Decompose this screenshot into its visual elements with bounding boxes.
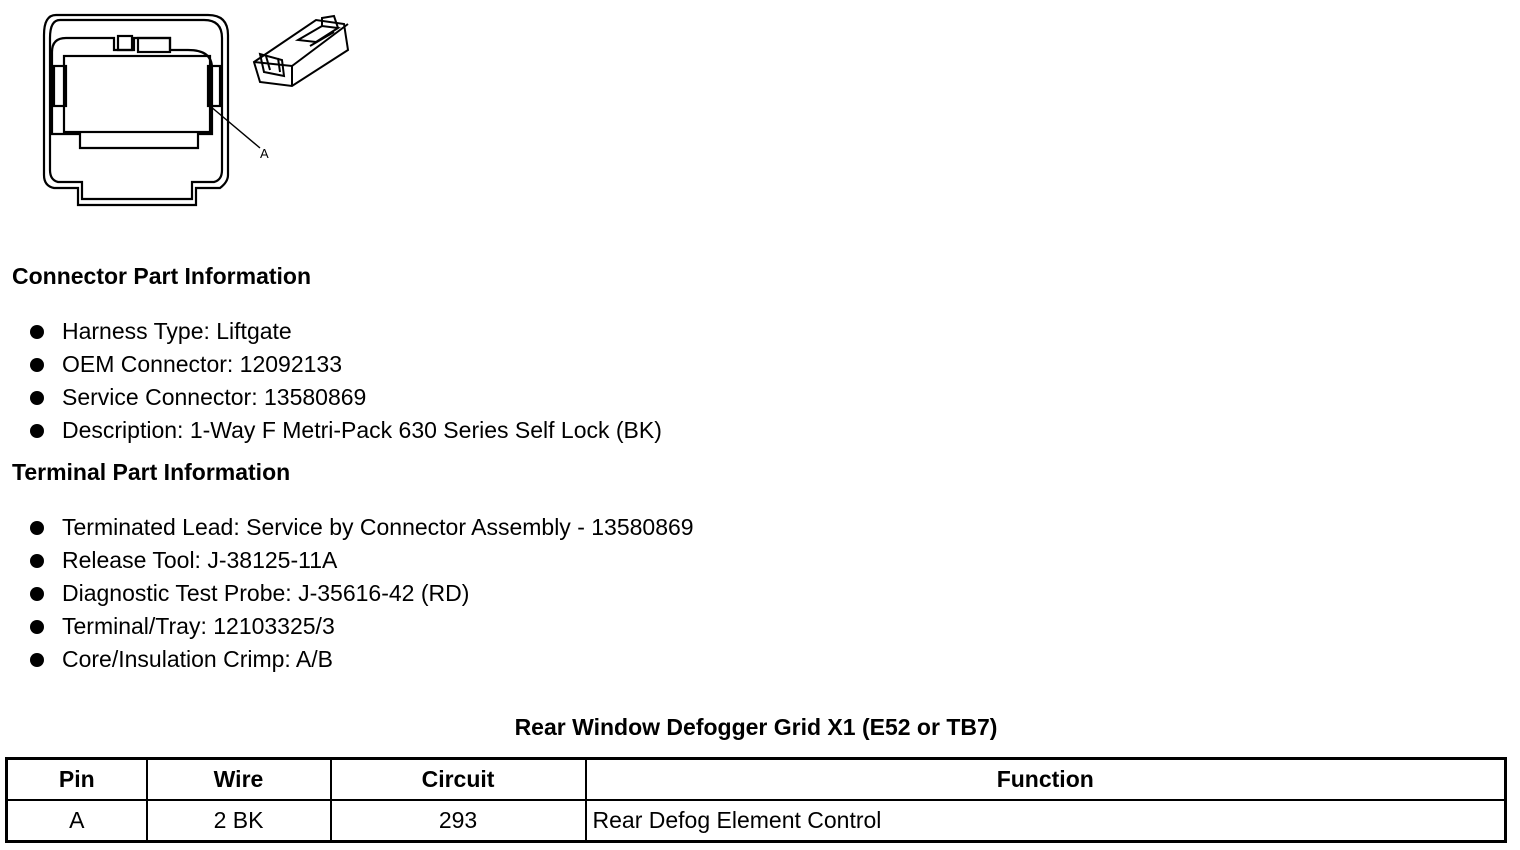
table-row	[7, 800, 1506, 842]
pin-cell: A	[7, 800, 147, 842]
bullet-icon	[30, 587, 44, 601]
list-item	[28, 610, 694, 643]
list-item-text: Service Connector: 13580869	[62, 384, 367, 410]
circuit-cell: 293	[331, 800, 586, 842]
list-item	[28, 414, 662, 447]
list-item	[28, 544, 694, 577]
callout-label-a: A	[260, 146, 269, 161]
bullet-icon	[30, 391, 44, 405]
list-item-text: OEM Connector: 12092133	[62, 351, 343, 377]
bullet-icon	[30, 620, 44, 634]
terminal-part-info-list	[28, 511, 694, 676]
column-header-pin: Pin	[7, 759, 147, 801]
list-item	[28, 643, 694, 676]
list-item	[28, 315, 662, 348]
list-item	[28, 511, 694, 544]
bullet-icon	[30, 653, 44, 667]
column-header-function: Function	[586, 759, 1506, 801]
function-cell: Rear Defog Element Control	[586, 800, 1506, 842]
list-item-text: Diagnostic Test Probe: J-35616-42 (RD)	[62, 580, 470, 606]
column-header-wire: Wire	[147, 759, 331, 801]
connector-face-diagram	[38, 10, 358, 215]
list-item-text: Terminal/Tray: 12103325/3	[62, 613, 335, 639]
wire-cell: 2 BK	[147, 800, 331, 842]
list-item-text: Core/Insulation Crimp: A/B	[62, 646, 334, 672]
connector-part-info-list	[28, 315, 662, 447]
bullet-icon	[30, 521, 44, 535]
bullet-icon	[30, 358, 44, 372]
column-header-circuit: Circuit	[331, 759, 586, 801]
list-item	[28, 577, 694, 610]
bullet-icon	[30, 554, 44, 568]
bullet-icon	[30, 325, 44, 339]
list-item-text: Harness Type: Liftgate	[62, 318, 292, 344]
pin-table	[5, 757, 1507, 843]
table-header-row	[7, 759, 1506, 801]
list-item-text: Release Tool: J-38125-11A	[62, 547, 338, 573]
list-item-text: Description: 1-Way F Metri-Pack 630 Series Self Lock (BK)	[62, 417, 662, 443]
list-item	[28, 348, 662, 381]
terminal-part-info-heading: Terminal Part Information	[12, 459, 291, 485]
list-item	[28, 381, 662, 414]
pin-table-title: Rear Window Defogger Grid X1 (E52 or TB7)	[514, 714, 998, 740]
connector-part-info-heading: Connector Part Information	[12, 263, 312, 289]
bullet-icon	[30, 424, 44, 438]
list-item-text: Terminated Lead: Service by Connector Assembly - 13580869	[62, 514, 694, 540]
